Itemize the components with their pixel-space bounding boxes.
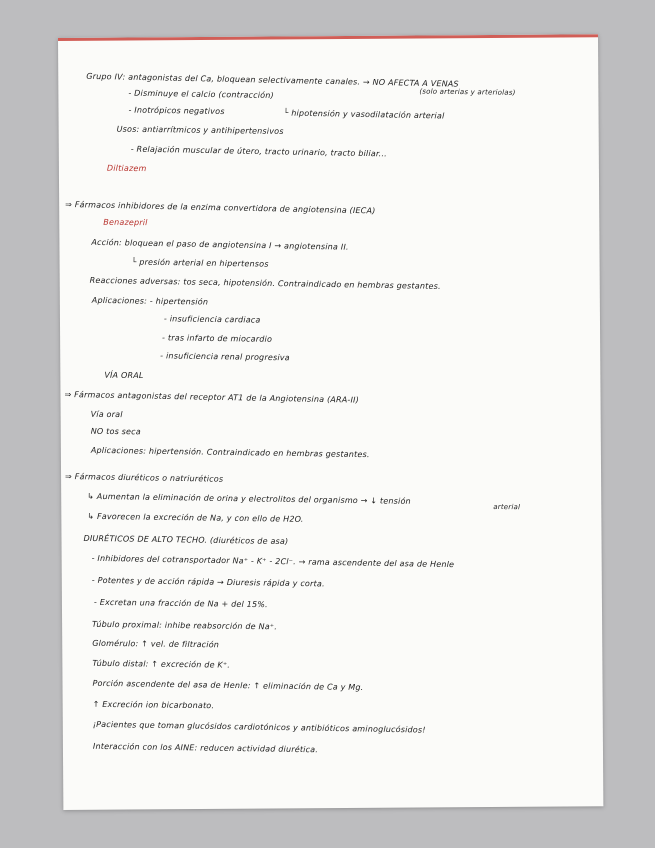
diltiazem-label: Diltiazem: [106, 163, 147, 174]
excretan-line: - Excretan una fracción de Na + del 15%.: [93, 597, 268, 610]
insuficiencia-cardiaca-line: - insuficiencia cardiaca: [163, 314, 261, 325]
porcion-ascendente-line: Porción ascendente del asa de Henle: ↑ eliminación de Ca y Mg.: [92, 678, 364, 693]
aplicaciones-line: Aplicaciones: - hipertensión: [91, 295, 209, 307]
diureticos-heading: ⇒ Fármacos diuréticos o natriuréticos: [64, 471, 224, 484]
ara-via-oral-line: Vía oral: [90, 409, 123, 420]
potentes-line: - Potentes y de acción rápida → Diuresis rápida y corta.: [91, 575, 325, 589]
arterial-note: arterial: [493, 502, 521, 512]
grupo-iv-heading: Grupo IV: antagonistas del Ca, bloquean selectivamente canales. → NO AFECTA A VENAS: [86, 71, 459, 89]
usos-line: Usos: antiarrítmicos y antihipertensivos: [116, 124, 284, 136]
aumentan-line: ↳ Aumentan la eliminación de orina y electrolitos del organismo → ↓ tensión: [87, 491, 411, 506]
bicarbonato-line: ↑ Excreción ion bicarbonato.: [92, 699, 215, 711]
infarto-line: - tras infarto de miocardio: [162, 333, 273, 344]
no-tos-seca-line: NO tos seca: [90, 426, 141, 437]
inhibidores-line: - Inhibidores del cotransportador Na⁺ - K⁺ - 2Cl⁻. → rama ascendente del asa de Henle: [91, 553, 455, 570]
ara-aplicaciones-line: Aplicaciones: hipertensión. Contraindicado en hembras gestantes.: [90, 445, 370, 460]
calcio-line: - Disminuye el calcio (contracción): [128, 88, 274, 101]
hipotension-line: └ hipotensión y vasodilatación arterial: [283, 108, 445, 121]
grupo-iv-note: (solo arterias y arteriolas): [419, 87, 516, 97]
pacientes-line: ¡Pacientes que toman glucósidos cardiotónicos y antibióticos aminoglucósidos!: [92, 719, 426, 735]
benazepril-label: Benazepril: [103, 217, 148, 228]
favorecen-line: ↳ Favorecen la excreción de Na, y con ello de H2O.: [87, 511, 304, 524]
alto-techo-line: DIURÉTICOS DE ALTO TECHO. (diuréticos de asa): [83, 533, 289, 547]
accion-line: Acción: bloquean el paso de angiotensina I → angiotensina II.: [91, 237, 349, 252]
reacciones-line: Reacciones adversas: tos seca, hipotensión. Contraindicado en hembras gestantes.: [89, 275, 441, 291]
insuficiencia-renal-line: - insuficiencia renal progresiva: [160, 351, 290, 363]
ieca-heading: ⇒ Fármacos inhibidores de la enzima convertidora de angiotensina (IECA): [65, 199, 376, 216]
notebook-page: [58, 34, 603, 810]
inotropicos-line: - Inotrópicos negativos: [128, 105, 225, 117]
tubulo-distal-line: Túbulo distal: ↑ excreción de K⁺.: [92, 658, 231, 670]
glomerulo-line: Glomérulo: ↑ vel. de filtración: [92, 638, 220, 650]
ara-ii-heading: ⇒ Fármacos antagonistas del receptor AT1 de la Angiotensina (ARA-II): [64, 389, 360, 405]
page-red-edge: [58, 34, 598, 41]
tubulo-proximal-line: Túbulo proximal: inhibe reabsorción de Na⁺.: [92, 619, 278, 632]
presion-line: └ presión arterial en hipertensos: [131, 257, 269, 269]
aine-line: Interacción con los AINE: reducen actividad diurética.: [92, 741, 319, 755]
relajacion-line: - Relajación muscular de útero, tracto urinario, tracto biliar...: [130, 144, 387, 159]
via-oral-line: VÍA ORAL: [104, 370, 144, 381]
